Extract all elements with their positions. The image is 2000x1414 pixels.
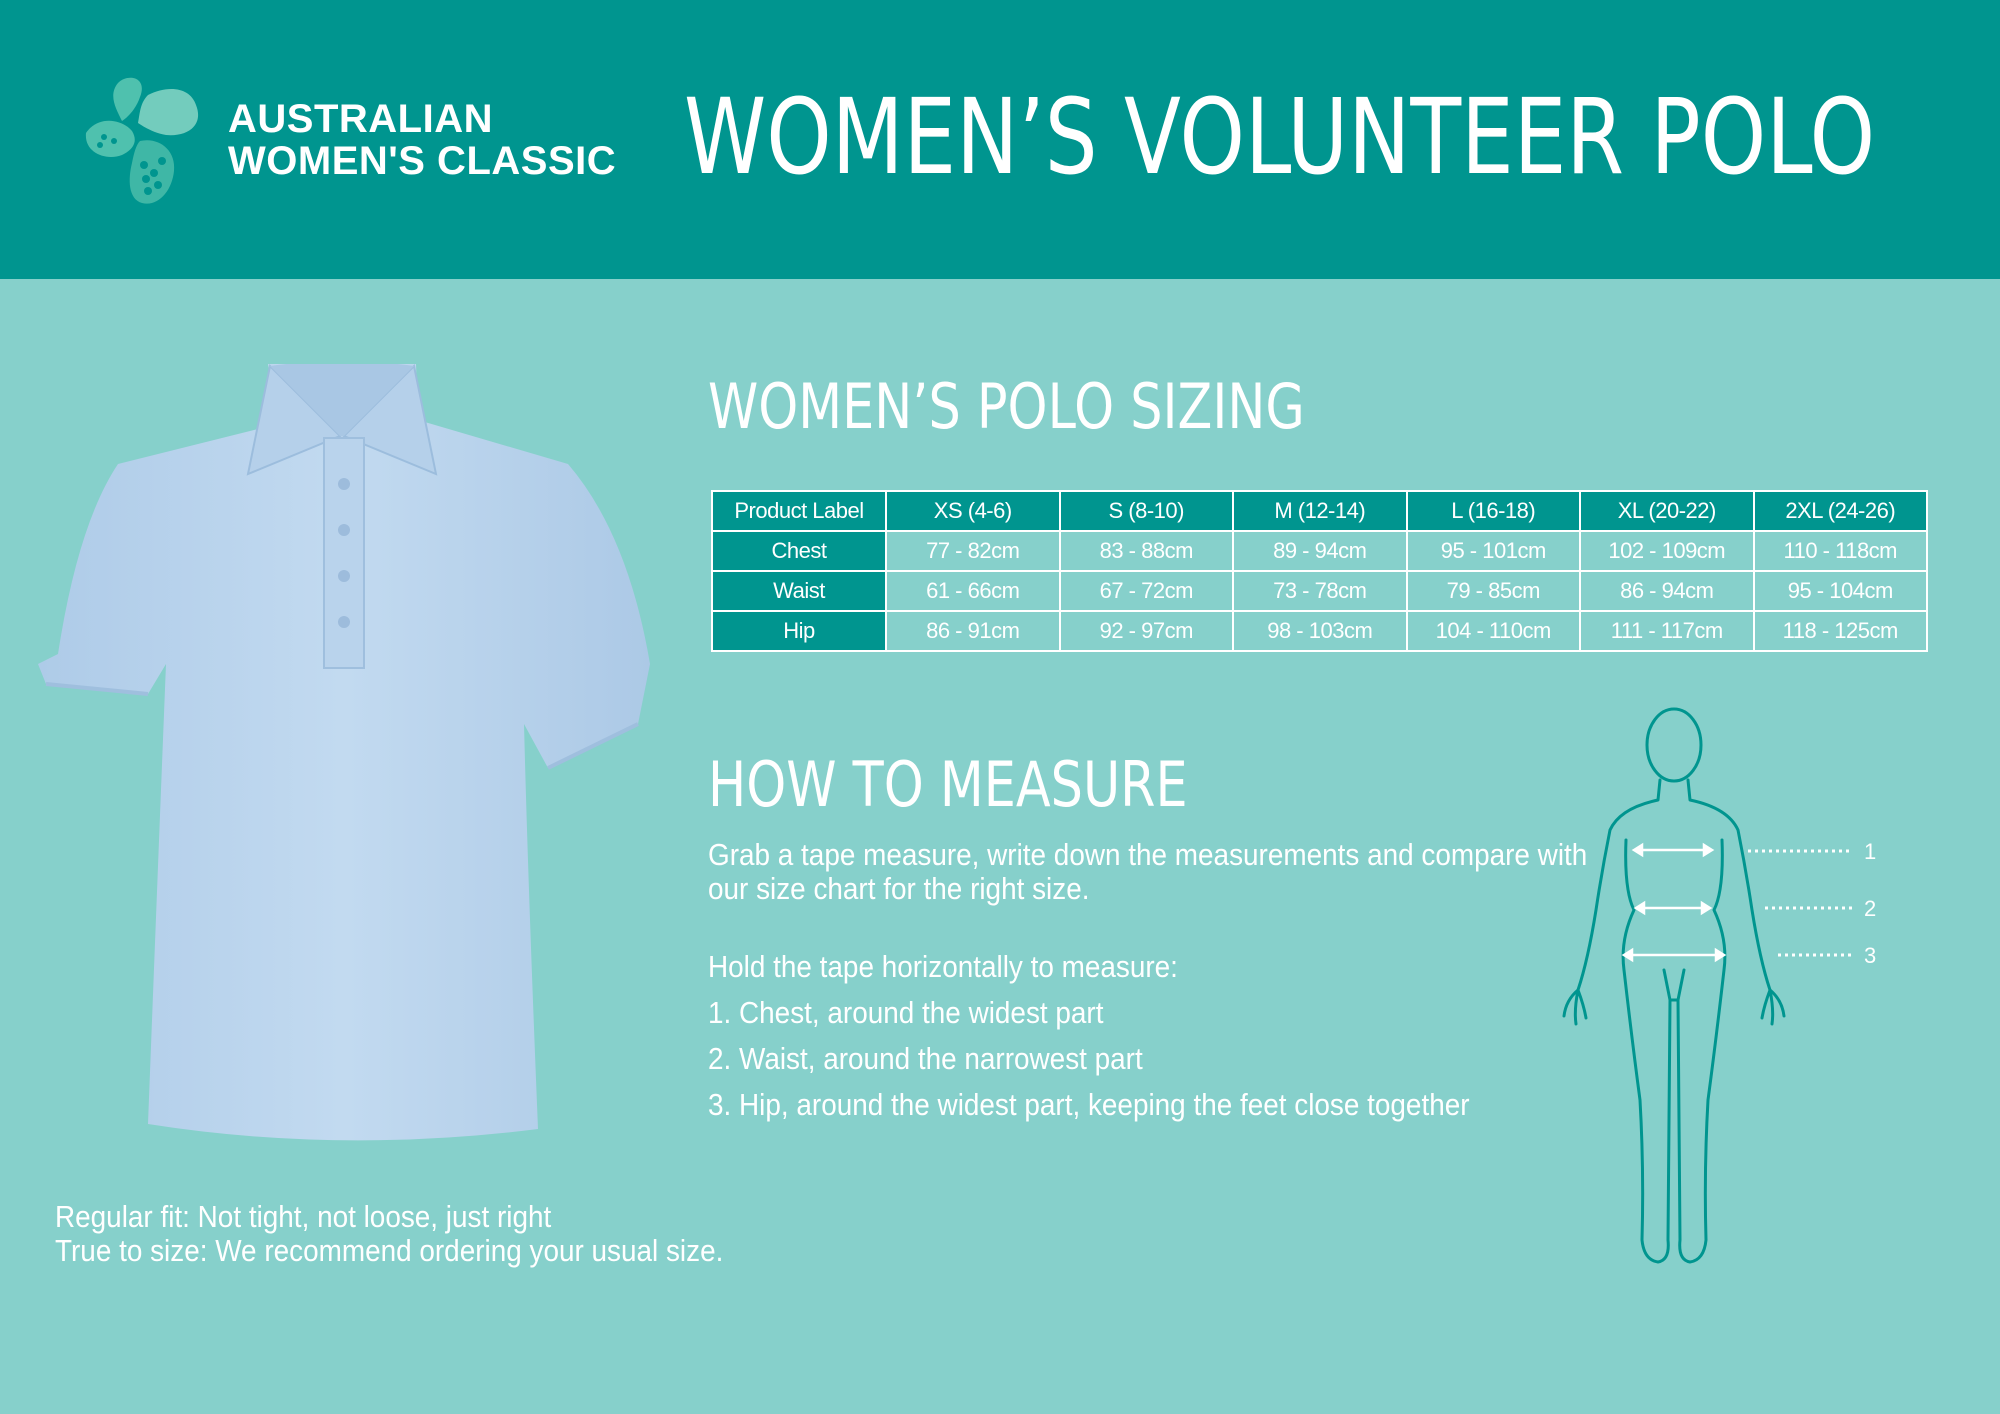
table-cell: 118 - 125cm [1754,611,1928,651]
row-label-waist: Waist [712,571,886,611]
table-cell: 67 - 72cm [1060,571,1234,611]
measure-step-chest: 1. Chest, around the widest part [708,995,1104,1030]
fit-note-true-to-size: True to size: We recommend ordering your usual size. [55,1233,724,1268]
measure-intro-line-1: Grab a tape measure, write down the measurements and compare with [708,837,1588,872]
measure-section-title: HOW TO MEASURE [708,748,1188,821]
table-cell: 77 - 82cm [886,531,1060,571]
table-cell: 61 - 66cm [886,571,1060,611]
figure-marker-chest: 1 [1864,839,1877,864]
figure-marker-hip: 3 [1864,943,1877,968]
brand-line-1: AUSTRALIAN [228,97,493,141]
header-cell-size: S (8-10) [1060,491,1234,531]
fit-notes [55,1200,865,1268]
butterfly-logo-icon [78,75,213,210]
header-cell-size: XS (4-6) [886,491,1060,531]
figure-marker-waist: 2 [1864,896,1877,921]
header-cell-product-label: Product Label [712,491,886,531]
measure-hold-instruction: Hold the tape horizontally to measure: [708,949,1178,984]
row-label-chest: Chest [712,531,886,571]
table-cell: 92 - 97cm [1060,611,1234,651]
brand-name [228,98,616,182]
table-cell: 73 - 78cm [1233,571,1407,611]
header-cell-size: M (12-14) [1233,491,1407,531]
polo-shirt-image [38,364,658,1144]
page-title: WOMEN’S VOLUNTEER POLO [684,76,1876,198]
header-cell-size: 2XL (24-26) [1754,491,1928,531]
table-row [712,571,1927,611]
table-cell: 110 - 118cm [1754,531,1928,571]
table-cell: 111 - 117cm [1580,611,1754,651]
table-cell: 89 - 94cm [1233,531,1407,571]
table-row [712,531,1927,571]
table-cell: 95 - 104cm [1754,571,1928,611]
fit-note-regular: Regular fit: Not tight, not loose, just right [55,1199,552,1234]
table-cell: 86 - 91cm [886,611,1060,651]
table-cell: 83 - 88cm [1060,531,1234,571]
measure-step-hip: 3. Hip, around the widest part, keeping the feet close together [708,1087,1470,1122]
measure-step-waist: 2. Waist, around the narrowest part [708,1041,1143,1076]
table-cell: 79 - 85cm [1407,571,1581,611]
table-cell: 102 - 109cm [1580,531,1754,571]
measure-instructions [708,837,1588,1128]
header-banner [0,0,2000,279]
table-cell: 98 - 103cm [1233,611,1407,651]
size-chart-table [711,490,1928,652]
measure-intro-line-2: our size chart for the right size. [708,871,1090,906]
table-cell: 104 - 110cm [1407,611,1581,651]
body-measurement-figure [1540,700,1880,1280]
row-label-hip: Hip [712,611,886,651]
table-row [712,611,1927,651]
header-cell-size: XL (20-22) [1580,491,1754,531]
table-header-row [712,491,1927,531]
table-cell: 86 - 94cm [1580,571,1754,611]
header-cell-size: L (16-18) [1407,491,1581,531]
brand-line-2: WOMEN'S CLASSIC [228,139,617,183]
sizing-section-title: WOMEN’S POLO SIZING [708,370,1305,443]
table-cell: 95 - 101cm [1407,531,1581,571]
